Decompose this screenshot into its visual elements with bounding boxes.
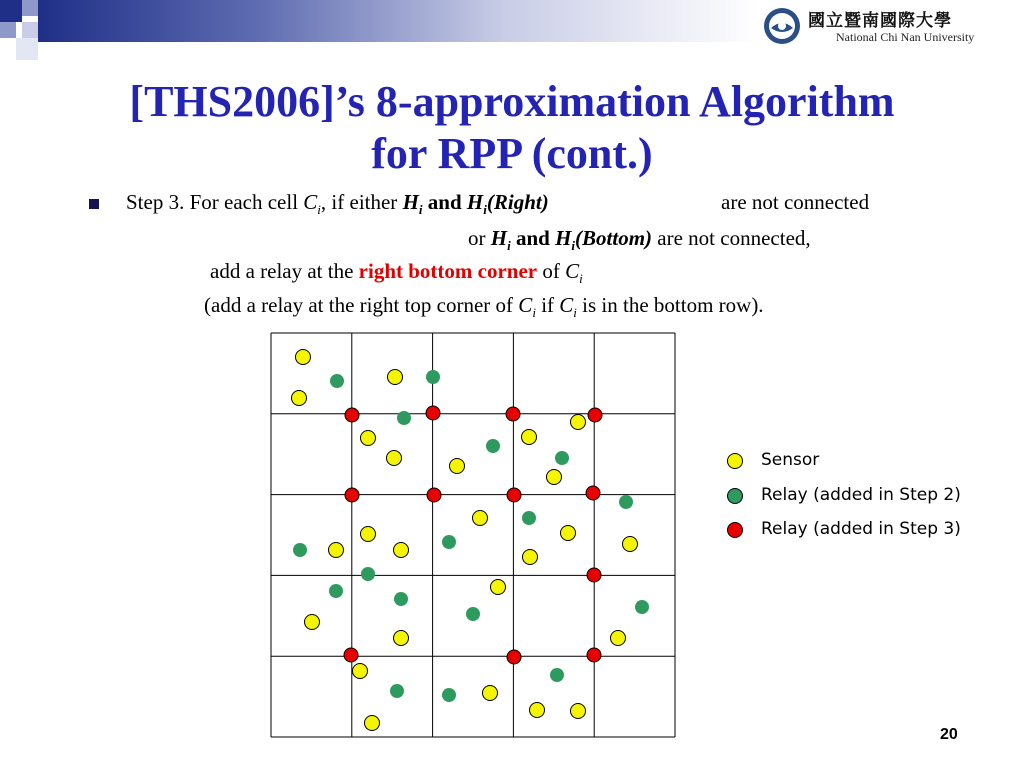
relay-step2-node <box>390 684 404 698</box>
sensor-node <box>491 580 506 595</box>
relay-step2-node <box>330 374 344 388</box>
relay-step2-node <box>635 600 649 614</box>
sensor-node <box>611 631 626 646</box>
legend-marker-sensor <box>728 454 743 469</box>
relay-step2-node <box>426 370 440 384</box>
sensor-node <box>394 543 409 558</box>
legend-marker-relay-step2 <box>728 489 743 504</box>
university-name-english: National Chi Nan University <box>836 30 975 44</box>
page-number: 20 <box>940 726 958 743</box>
relay-step3-node <box>344 648 358 662</box>
legend-item-sensor: Sensor <box>761 450 820 470</box>
legend-item-relay-step3: Relay (added in Step 3) <box>761 519 961 539</box>
sensor-node <box>571 704 586 719</box>
sensor-node <box>522 430 537 445</box>
sensor-node <box>292 391 307 406</box>
step-line-1-suffix: are not connected <box>721 190 870 214</box>
university-name-chinese: 國立暨南國際大學 <box>808 11 952 31</box>
relay-step3-node <box>345 408 359 422</box>
relay-step3-node <box>588 408 602 422</box>
sensor-node <box>305 615 320 630</box>
grid-lines <box>271 333 675 737</box>
sensor-node <box>450 459 465 474</box>
slide-title-line1: [THS2006]’s 8-approximation Algorithm <box>129 77 895 126</box>
relay-step3-node <box>507 650 521 664</box>
relay-step2-node <box>397 411 411 425</box>
highlight-right-bottom-corner: right bottom corner <box>358 259 538 283</box>
relay-step2-node <box>522 511 536 525</box>
sensor-node <box>530 703 545 718</box>
step-line-4: (add a relay at the right top corner of $C_i$ if $C_i$ is in the bottom row). <box>204 293 764 321</box>
relay-step2-node <box>555 451 569 465</box>
relay-step3-node <box>427 488 441 502</box>
sensor-node <box>388 370 403 385</box>
sensor-node <box>361 431 376 446</box>
relay-step3-node <box>507 488 521 502</box>
sensor-node <box>361 527 376 542</box>
sensor-node <box>547 470 562 485</box>
relay-step2-node <box>361 567 375 581</box>
relay-step2-node <box>550 668 564 682</box>
step-line-2: or $H_i$ and $H_i(Bottom)$ are not connected, <box>468 226 811 254</box>
relay-step2-node <box>442 535 456 549</box>
sensor-node <box>365 716 380 731</box>
legend-marker-relay-step3 <box>728 523 743 538</box>
relay-step2-node <box>466 607 480 621</box>
sensor-node <box>561 526 576 541</box>
step-line-3: add a relay at the right bottom corner of $C_i$ <box>210 259 583 287</box>
relay-step2-node <box>293 543 307 557</box>
sensor-node <box>483 686 498 701</box>
relay-step3-node <box>426 406 440 420</box>
sensor-node <box>296 350 311 365</box>
relay-step3-node <box>586 486 600 500</box>
relay-step3-node <box>506 407 520 421</box>
slide-title-line2: for RPP (cont.) <box>371 129 653 178</box>
step-line-1: Step 3. For each cell $C_i$, if either $H_i$ and $H_i(Right)$ <box>126 190 549 218</box>
sensor-node <box>387 451 402 466</box>
sensor-node <box>523 550 538 565</box>
relay-step2-node <box>329 584 343 598</box>
sensor-node <box>329 543 344 558</box>
relay-step3-node <box>587 648 601 662</box>
sensor-node <box>473 511 488 526</box>
sensor-node <box>623 537 638 552</box>
relay-step2-node <box>619 495 633 509</box>
sensor-node <box>353 664 368 679</box>
relay-step3-node <box>345 488 359 502</box>
sensor-node <box>394 631 409 646</box>
relay-step3-node <box>587 568 601 582</box>
relay-step2-node <box>442 688 456 702</box>
relay-step2-node <box>486 439 500 453</box>
legend-item-relay-step2: Relay (added in Step 2) <box>761 485 961 505</box>
relay-step2-node <box>394 592 408 606</box>
sensor-node <box>571 415 586 430</box>
